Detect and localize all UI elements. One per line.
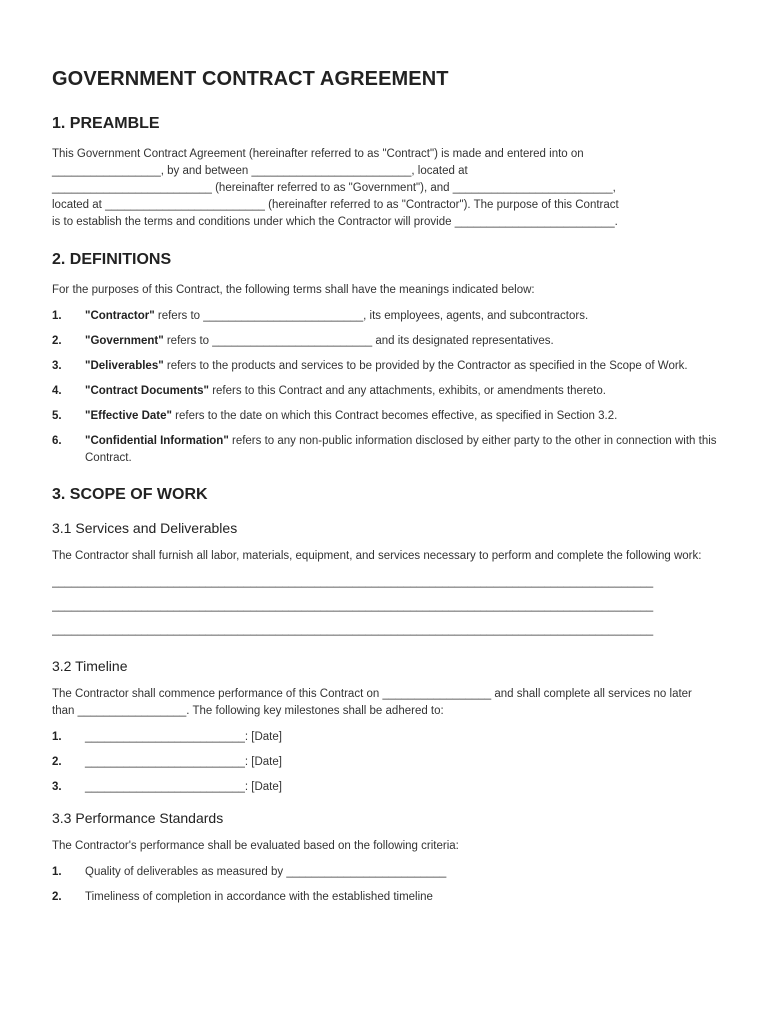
services-heading: 3.1 Services and Deliverables xyxy=(52,520,238,536)
milestones-list xyxy=(52,729,718,796)
preamble-heading: 1. PREAMBLE xyxy=(52,115,160,132)
preamble-line: is to establish the terms and conditions under which the Contractor will provide _________________________. xyxy=(52,216,618,228)
services-text: The Contractor shall furnish all labor, materials, equipment, and services necessary to perform and complete the following work: xyxy=(52,550,702,562)
timeline-heading: 3.2 Timeline xyxy=(52,658,128,674)
definition-text: refers to the date on which this Contract becomes effective, as specified in Section 3.2. xyxy=(171,410,618,422)
list-number: 2. xyxy=(52,335,62,347)
definition-text: refers to any non-public information disclosed by either party to the other in connection with this Contract. xyxy=(85,435,717,464)
preamble-line: _________________________ (hereinafter referred to as "Government"), and _________________________, xyxy=(52,182,616,194)
definition-text: refers to this Contract and any attachments, exhibits, or amendments thereto. xyxy=(209,385,606,397)
timeline-text: The Contractor shall commence performance of this Contract on _________________ and shall complete all services no later than _________________. The following key milestones shall be adhered to: xyxy=(52,688,692,717)
scope-heading: 3. SCOPE OF WORK xyxy=(52,486,208,503)
defined-term: "Contractor" xyxy=(85,310,155,322)
list-item xyxy=(52,729,718,746)
list-number: 1. xyxy=(52,866,62,878)
definitions-intro: For the purposes of this Contract, the following terms shall have the meanings indicated below: xyxy=(52,284,535,296)
list-item xyxy=(52,754,718,771)
defined-term: "Effective Date" xyxy=(85,410,172,422)
defined-term: "Deliverables" xyxy=(85,360,164,372)
list-number: 2. xyxy=(52,756,62,768)
list-item xyxy=(52,433,718,467)
preamble-section xyxy=(52,115,718,231)
defined-term: "Contract Documents" xyxy=(85,385,210,397)
milestone-text: _________________________: [Date] xyxy=(85,756,282,768)
milestone-text: _________________________: [Date] xyxy=(85,731,282,743)
definitions-section xyxy=(52,251,718,467)
services-subsection xyxy=(52,520,718,639)
performance-text: The Contractor's performance shall be evaluated based on the following criteria: xyxy=(52,840,459,852)
milestone-text: _________________________: [Date] xyxy=(85,781,282,793)
definition-text: refers to the products and services to be provided by the Contractor as specified in the Scope of Work. xyxy=(163,360,688,372)
list-number: 5. xyxy=(52,410,62,422)
criterion-text: Timeliness of completion in accordance with the established timeline xyxy=(85,891,433,903)
blank-line: ______________________________________________________________________________________________ xyxy=(52,576,654,588)
preamble-line: _________________, by and between _________________________, located at xyxy=(52,165,468,177)
list-item xyxy=(52,333,718,350)
list-item xyxy=(52,779,718,796)
list-number: 1. xyxy=(52,731,62,743)
criteria-list xyxy=(52,864,718,906)
list-item xyxy=(52,864,718,881)
timeline-subsection xyxy=(52,658,718,796)
defined-term: "Government" xyxy=(85,335,164,347)
preamble-line: located at _________________________ (hereinafter referred to as "Contractor"). The purpose of this Contract xyxy=(52,199,619,211)
criterion-text: Quality of deliverables as measured by _________________________ xyxy=(85,866,447,878)
list-item xyxy=(52,889,718,906)
definition-text: refers to _________________________ and its designated representatives. xyxy=(163,335,554,347)
preamble-paragraph xyxy=(52,146,718,231)
definition-text: refers to _________________________, its employees, agents, and subcontractors. xyxy=(154,310,589,322)
list-item xyxy=(52,383,718,400)
preamble-line: This Government Contract Agreement (hereinafter referred to as "Contract") is made and entered into on xyxy=(52,148,584,160)
list-item xyxy=(52,308,718,325)
list-number: 6. xyxy=(52,435,62,447)
list-number: 2. xyxy=(52,891,62,903)
performance-subsection xyxy=(52,810,718,906)
performance-heading: 3.3 Performance Standards xyxy=(52,810,224,826)
list-item xyxy=(52,358,718,375)
document-title: GOVERNMENT CONTRACT AGREEMENT xyxy=(52,68,449,90)
definitions-list xyxy=(52,308,718,467)
defined-term: "Confidential Information" xyxy=(85,435,229,447)
blank-line: ______________________________________________________________________________________________ xyxy=(52,600,654,612)
list-number: 1. xyxy=(52,310,62,322)
list-item xyxy=(52,408,718,425)
list-number: 4. xyxy=(52,385,62,397)
scope-section xyxy=(52,486,718,906)
definitions-heading: 2. DEFINITIONS xyxy=(52,251,172,268)
list-number: 3. xyxy=(52,360,62,372)
blank-line: ______________________________________________________________________________________________ xyxy=(52,624,654,636)
list-number: 3. xyxy=(52,781,62,793)
